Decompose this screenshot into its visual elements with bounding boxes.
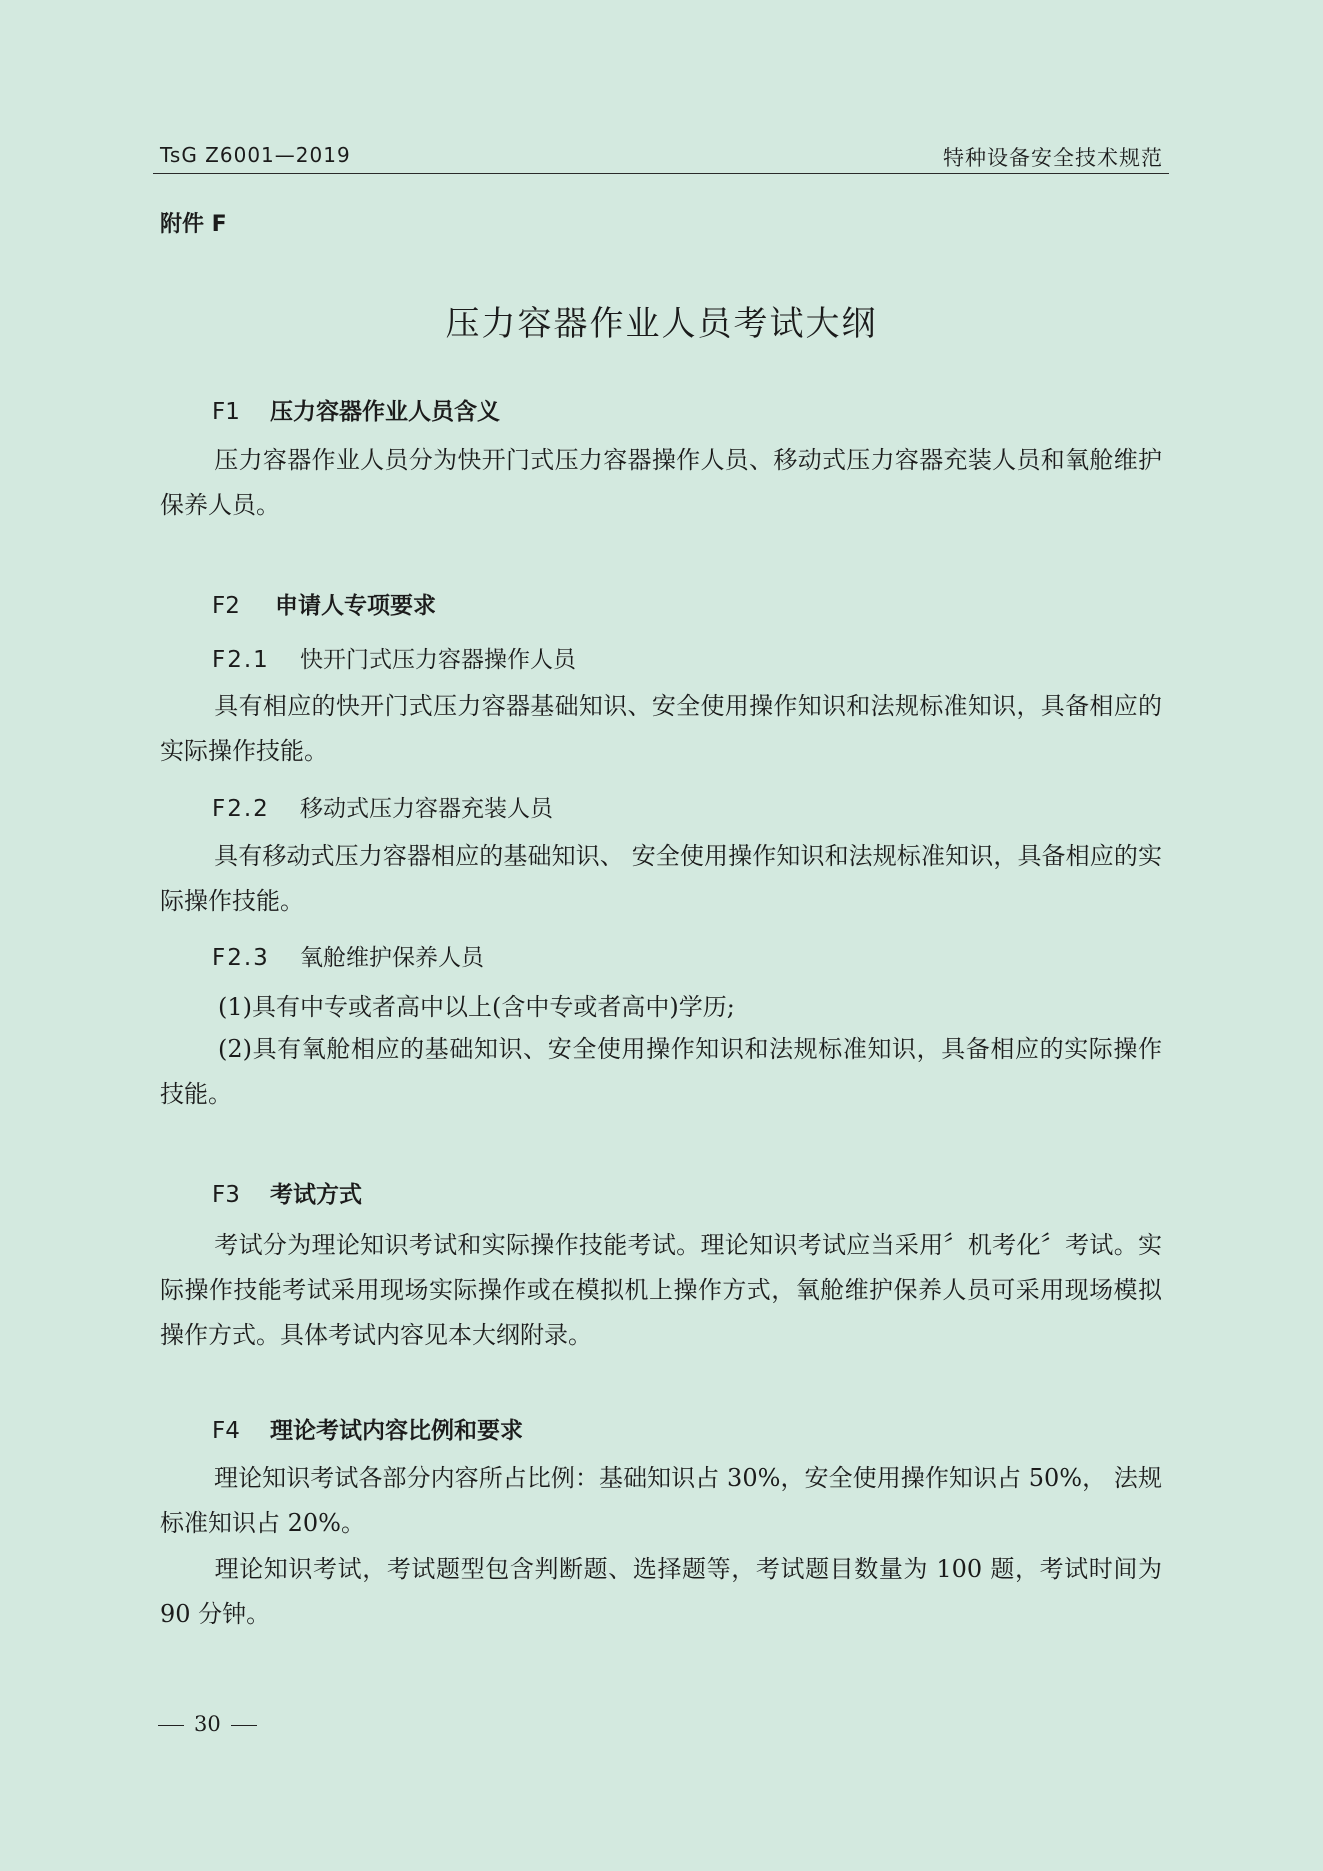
subsection-title: 快开门式压力容器操作人员: [300, 647, 576, 673]
page-number: [158, 1712, 267, 1736]
section-heading-f3: [212, 1176, 362, 1209]
section-heading-f2: [212, 587, 436, 620]
subsection-heading-f2-1: [212, 641, 576, 674]
paragraph-text: 具有移动式压力容器相应的基础知识、 安全使用操作知识和法规标准知识，具备相应的实际操作技能。: [160, 842, 1162, 915]
list-item-1: [160, 985, 1162, 1030]
subsection-title: 氧舱维护保养人员: [300, 945, 484, 971]
subsection-title: 移动式压力容器充装人员: [300, 796, 553, 822]
section-title: 理论考试内容比例和要求: [270, 1418, 523, 1444]
section-heading-f1: [212, 393, 500, 426]
page-title: 压力容器作业人员考试大纲: [445, 304, 878, 344]
section-number: F3: [212, 1182, 240, 1208]
subsection-heading-f2-2: [212, 790, 553, 823]
paragraph-f4-ratio: [160, 1456, 1162, 1546]
list-item-text: (1)具有中专或者高中以上(含中专或者高中)学历;: [218, 993, 735, 1021]
paragraph-f3: [160, 1223, 1162, 1358]
section-title: 申请人专项要求: [275, 593, 436, 619]
list-item-text: (2)具有氧舱相应的基础知识、安全使用操作知识和法规标准知识，具备相应的实际操作技能。: [160, 1035, 1162, 1108]
paragraph-text: 理论知识考试各部分内容所占比例：基础知识占 30%，安全使用操作知识占 50%， 法规标准知识占 20%。: [160, 1464, 1162, 1537]
paragraph-text: 理论知识考试，考试题型包含判断题、选择题等，考试题目数量为 100 题，考试时间为 90 分钟。: [160, 1555, 1162, 1628]
subsection-heading-f2-3: [212, 939, 484, 972]
list-item-2: [160, 1027, 1162, 1117]
paragraph-text: 考试分为理论知识考试和实际操作技能考试。理论知识考试应当采用〞机考化〞考试。实际操作技能考试采用现场实际操作或在模拟机上操作方式，氧舱维护保养人员可采用现场模拟操作方式。具体考试内容见本大纲附录。: [160, 1231, 1162, 1349]
series-title: 特种设备安全技术规范: [943, 146, 1163, 170]
paragraph-f2-1: [160, 684, 1162, 774]
page-number-text: 30: [194, 1712, 221, 1736]
subsection-number: F2.2: [212, 796, 270, 822]
subsection-number: F2.1: [212, 647, 270, 673]
section-number: F1: [212, 399, 240, 425]
section-title: 压力容器作业人员含义: [270, 399, 500, 425]
section-title: 考试方式: [270, 1182, 362, 1208]
section-number: F4: [212, 1418, 240, 1444]
paragraph-f4-format: [160, 1547, 1162, 1637]
subsection-number: F2.3: [212, 945, 270, 971]
standard-code: TsG Z6001—2019: [160, 143, 351, 167]
paragraph-text: 具有相应的快开门式压力容器基础知识、安全使用操作知识和法规标准知识，具备相应的实际操作技能。: [160, 692, 1162, 765]
section-heading-f4: [212, 1412, 523, 1445]
paragraph-f2-2: [160, 834, 1162, 924]
paragraph-text: 压力容器作业人员分为快开门式压力容器操作人员、移动式压力容器充装人员和氧舱维护保养人员。: [160, 446, 1162, 519]
attachment-label: 附件 F: [160, 212, 227, 237]
paragraph-f1: [160, 438, 1162, 528]
section-number: F2: [212, 593, 240, 619]
header-rule: [153, 173, 1169, 174]
